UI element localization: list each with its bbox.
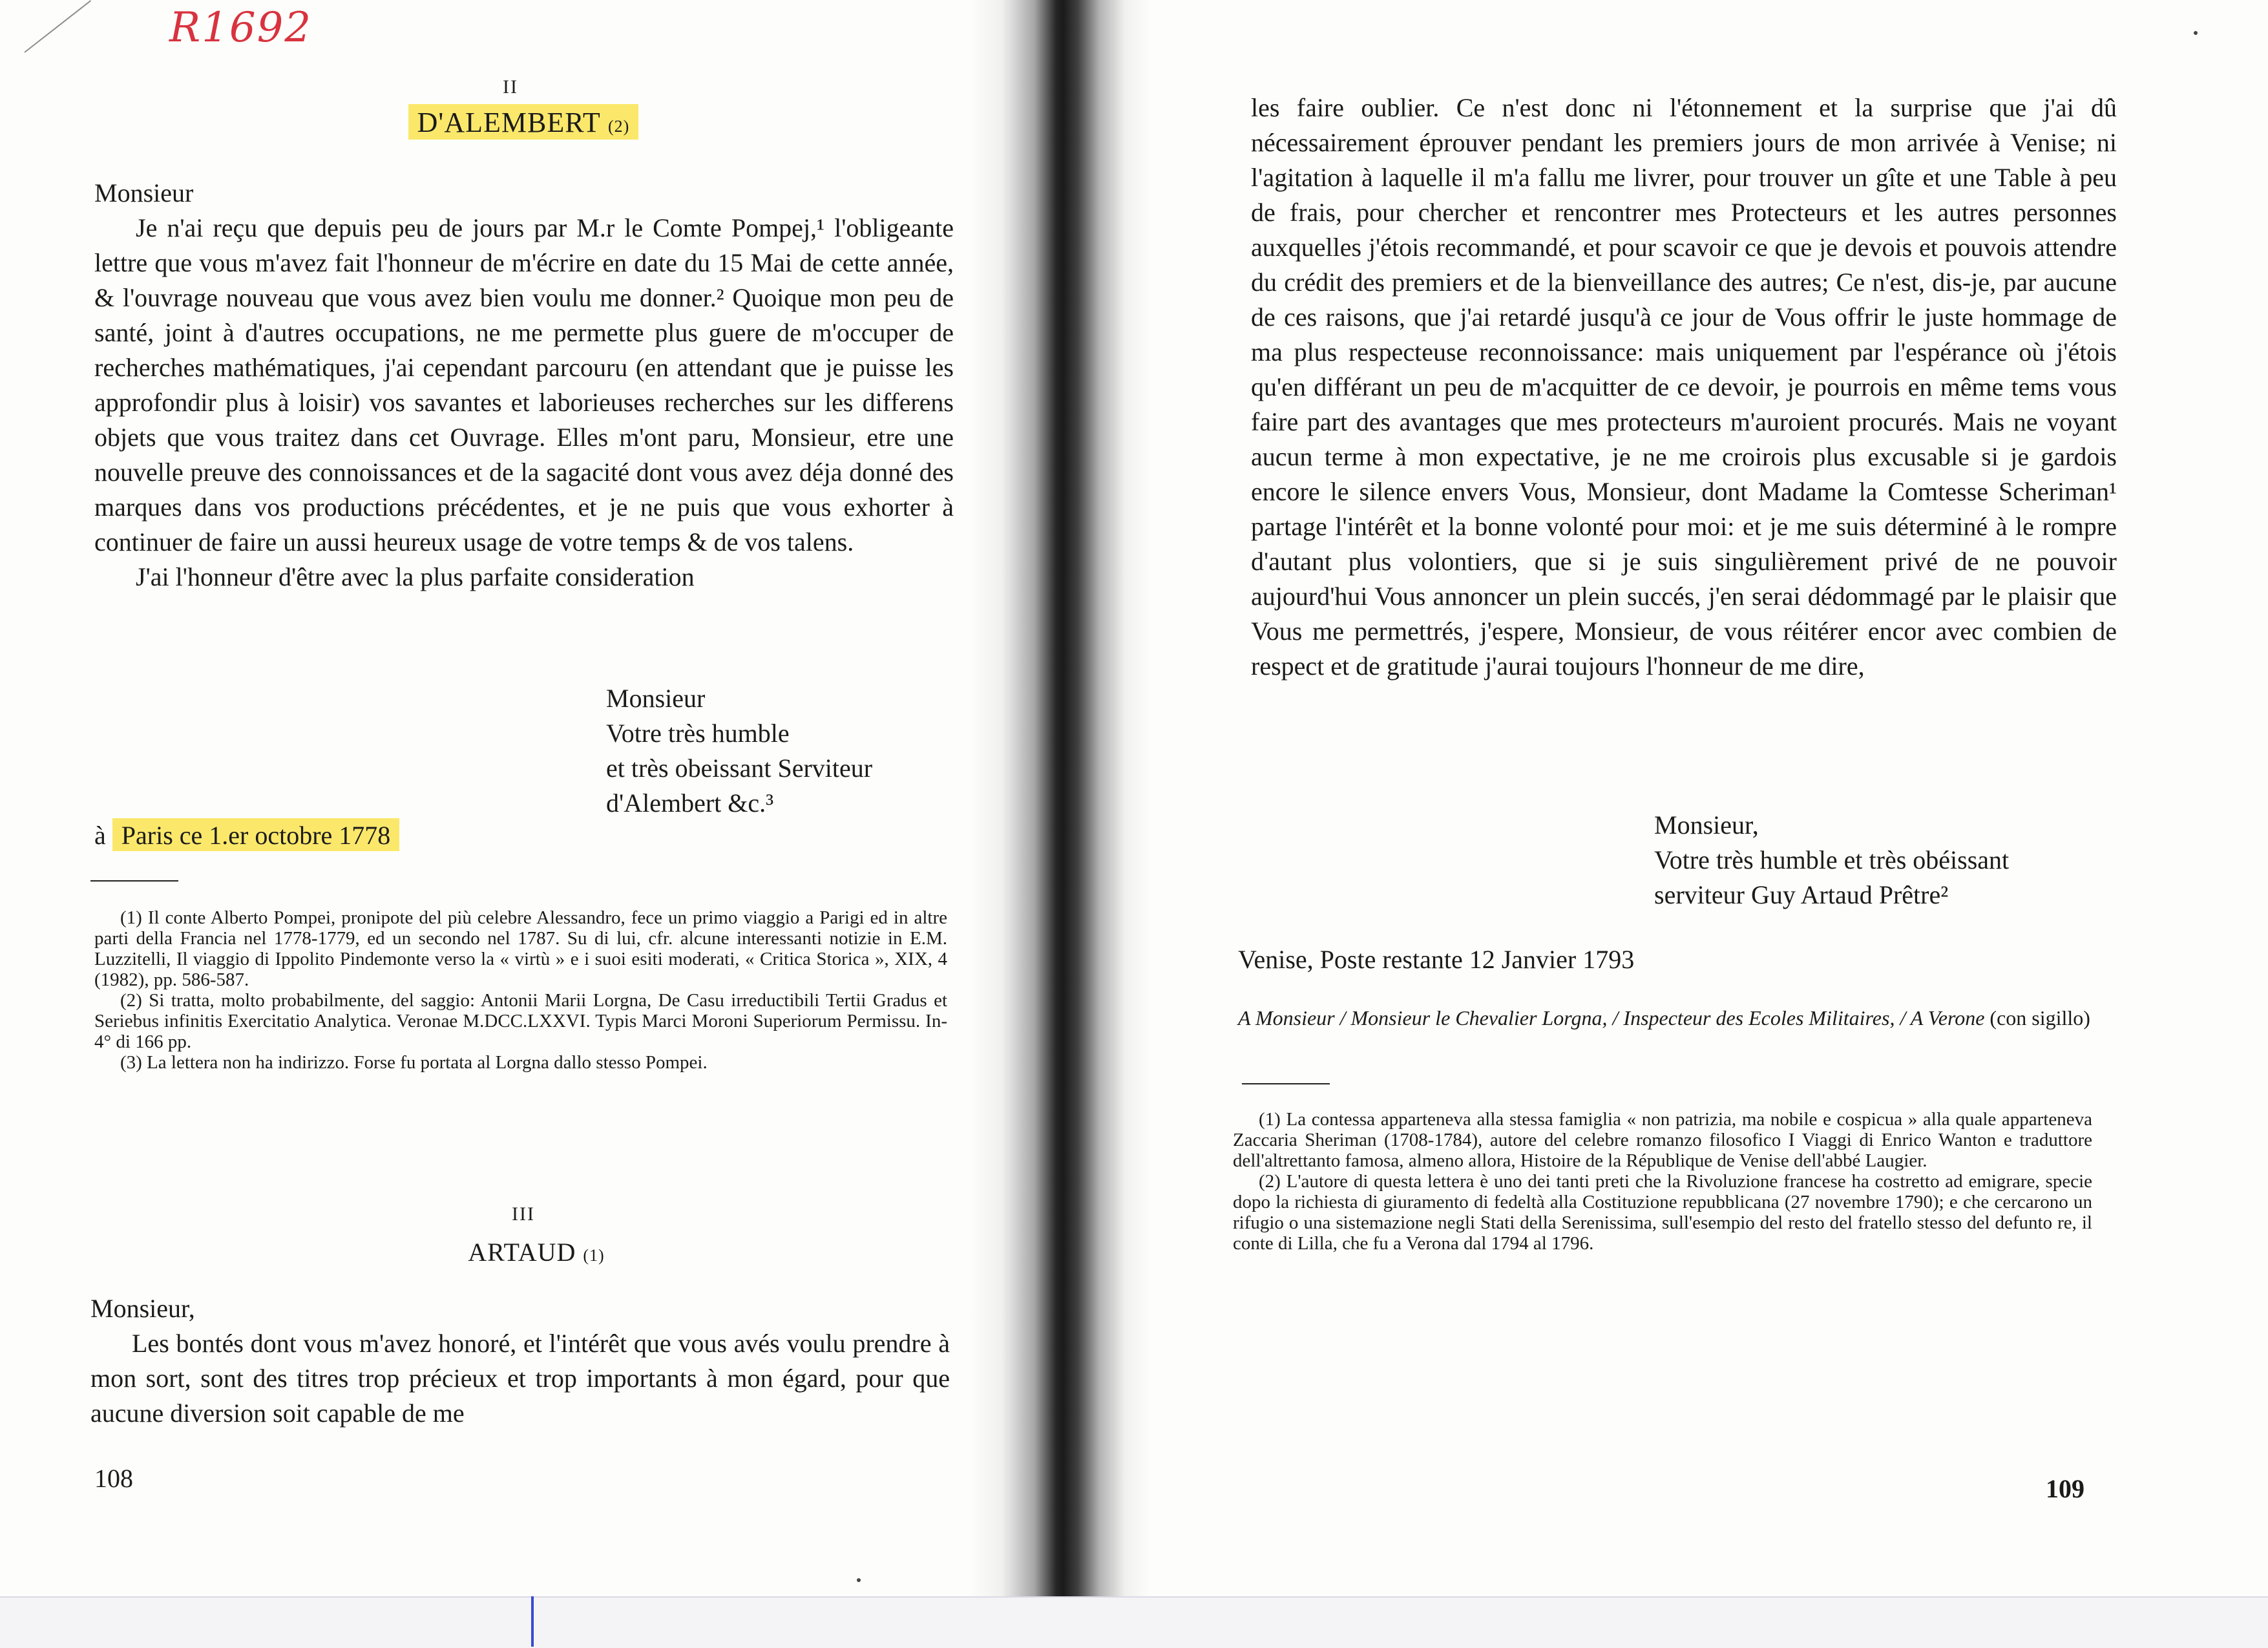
footnote-number: (1) (1259, 1109, 1281, 1130)
letter-two-continued (1251, 90, 2117, 684)
letter-one-place-date (94, 818, 676, 853)
page-number-left: 108 (94, 1464, 133, 1493)
letter-one-number: II (503, 76, 518, 98)
letter-two-closing (1654, 808, 2145, 913)
title-text: ARTAUD (468, 1238, 576, 1267)
footnote-number: (3) (120, 1052, 142, 1073)
footnote-rule (90, 880, 178, 882)
highlighted-date: Paris ce 1.er octobre 1778 (112, 818, 400, 851)
salutation: Monsieur, (90, 1294, 195, 1323)
closing-line: Votre très humble et très obéissant (1654, 845, 2010, 874)
footnote-text: L'autore di questa lettera è uno dei tanti preti che la Rivoluzione francese ha costretto ad emigrare, specie dopo la richiesta di giuramento di fedeltà alla Costituzione repubblicana (27 novembre 1790); e che cercarono un rifugio o una sistemazione negli Stati della Serenissima, sull'esempio del resto del fratello stesso del defunto re, il conte di Lilla, che fu a Verona dal 1794 al 1796. (1233, 1171, 2092, 1254)
title-text: D'ALEMBERT (417, 107, 601, 138)
paragraph: J'ai l'honneur d'être avec la plus parfaite consideration (136, 562, 695, 591)
paragraph: les faire oublier. Ce n'est donc ni l'étonnement et la surprise que j'ai dû nécessairement éprouver pendant les premiers jours de mon arrivée à Venise; ni l'agitation à laquelle il m'a fallu me livrer, pour trouver un gîte et une Table à peu de frais, pour chercher et rencontrer mes Protecteurs et les autres personnes auxquelles j'étois recommandé, et pour scavoir ce que je devois et pouvois attendre du crédit des premiers et de la bienveillance des autres; Ce n'est, dis-je, par aucune de ces raisons, que j'ai retardé jusqu'à ce jour de Vous offrir le juste hommage de ma plus respecteuse reconnoissance: mais uniquement par l'espérance où j'étois qu'en différant un peu de m'acquitter de ce devoir, je pourrois en même tems vous faire part des avantages que mes protecteurs m'auroient procurés. Mais ne voyant aucun terme à mon expectative, je ne me croirois plus excusable si je gardois encore le silence envers Vous, Monsieur, dont Madame la Comtesse Scheriman¹ partage l'intérêt et la bonne volonté pour moi: et je me suis déterminé à le rompre d'autant plus volontiers, que si je suis singulièrement privé de ne pouvoir aujourd'hui Vous annoncer un plein succés, j'en serai dédommagé par le plaisir que Vous me permettrés, j'espere, Monsieur, de vous réitérer encor avec combien de respect et de gratitude j'aurai toujours l'honneur de me dire, (1251, 93, 2117, 681)
footnote-number: (1) (120, 907, 142, 928)
signature-line: serviteur Guy Artaud Prêtre² (1654, 880, 1949, 909)
letter-one-body (94, 176, 954, 595)
right-footnotes (1233, 1109, 2092, 1254)
closing-line: Monsieur, (1654, 810, 1759, 840)
title-note-ref: (2) (608, 117, 630, 136)
footnote (94, 990, 947, 1052)
letter-two-body (90, 1291, 950, 1431)
paragraph: Je n'ai reçu que depuis peu de jours par M.r le Comte Pompej,¹ l'obligeante lettre que vous m'avez fait l'honneur de m'écrire en date du 15 Mai de cette année, & l'ouvrage nouveau que vous avez bien voulu me donner.² Quoique mon peu de santé, joint à d'autres occupations, ne me permette plus guere de m'occuper de recherches mathématiques, j'ai cependant parcouru (en attendant que je puisse les approfondir plus à loisir) vos savantes et laborieuses recherches sur les differens objets que vous traitez dans cet Ouvrage. Elles m'ont paru, Monsieur, etre une nouvelle preuve des connoissances et de la sagacité dont vous avez déja donné des marques dans vos productions précédentes, et je ne puis que vous exhorter à continuer de faire un aussi heureux usage de votre temps & de vos talens. (94, 213, 954, 556)
address-note: (con sigillo) (1990, 1006, 2090, 1030)
paragraph: Les bontés dont vous m'avez honoré, et l'intérêt que vous avés voulu prendre à mon sort, sont des titres trop précieux et trop importants à mon égard, pour que aucune diversion soit capable de me (90, 1329, 950, 1428)
letter-two-place-date: Venise, Poste restante 12 Janvier 1793 (1238, 945, 1635, 974)
book-gutter-shadow (969, 0, 1150, 1596)
speck (857, 1578, 861, 1582)
salutation: Monsieur (94, 178, 194, 207)
scanner-bed-strip (0, 1596, 2268, 1648)
speck (2194, 31, 2198, 35)
title-note-ref: (1) (583, 1246, 605, 1265)
footnote-text: La lettera non ha indirizzo. Forse fu portata al Lorgna dallo stesso Pompei. (147, 1052, 708, 1073)
footnote-number: (2) (1259, 1171, 1281, 1192)
footnote-text: Il conte Alberto Pompei, pronipote del più celebre Alessandro, fece un primo viaggio a Parigi ed in altre parti della Francia nel 1778-1779, ed un secondo nel 1787. Su di lui, cfr. alcune interessanti notizie in E.M. Luzzitelli, Il viaggio di Ippolito Pindemonte verso la « virtù » e i suoi esiti moderati, « Critica Storica », XIX, 4 (1982), pp. 586-587. (94, 907, 947, 990)
signature-line: d'Alembert &c.³ (606, 788, 774, 818)
footnote (1233, 1109, 2092, 1171)
footnote-text: Si tratta, molto probabilmente, del saggio: Antonii Marii Lorgna, De Casu irreductibili Tertii Gradus et Seriebus infinitis Exercitatio Analytica. Veronae M.DCC.LXXVI. Typis Marci Moroni Superiorum Permissu. In-4° di 166 pp. (94, 990, 948, 1052)
footnote (94, 1052, 947, 1073)
blue-margin-mark (531, 1596, 534, 1647)
letter-one-title (362, 106, 685, 139)
letter-one-closing (606, 681, 968, 821)
letter-two-title (375, 1237, 698, 1267)
footnote (94, 907, 947, 990)
page-number-right: 109 (2046, 1474, 2084, 1503)
closing-line: et très obeissant Serviteur (606, 754, 873, 783)
address-text: A Monsieur / Monsieur le Chevalier Lorgna, / Inspecteur des Ecoles Militaires, / A Verone (1238, 1006, 1985, 1030)
left-footnotes (94, 907, 947, 1073)
closing-line: Monsieur (606, 684, 706, 713)
address-line (1238, 1007, 2104, 1029)
footnote (1233, 1171, 2092, 1254)
place-prefix: à (94, 821, 106, 850)
footnote-rule (1242, 1083, 1330, 1084)
footnote-text: La contessa apparteneva alla stessa famiglia « non patrizia, ma nobile e cospicua » alla quale apparteneva Zaccaria Sheriman (1708-1784), autore del celebre romanzo filosofico I Viaggi di Enrico Wanton e traduttore dell'altrettanto famosa, almeno allora, Histoire de la République de Venise dell'abbé Laugier. (1233, 1109, 2093, 1171)
letter-two-number: III (512, 1203, 535, 1225)
closing-line: Votre très humble (606, 719, 790, 748)
highlighted-title (408, 104, 639, 140)
footnote-number: (2) (120, 990, 142, 1011)
handwritten-reference: R1692 (169, 4, 313, 52)
